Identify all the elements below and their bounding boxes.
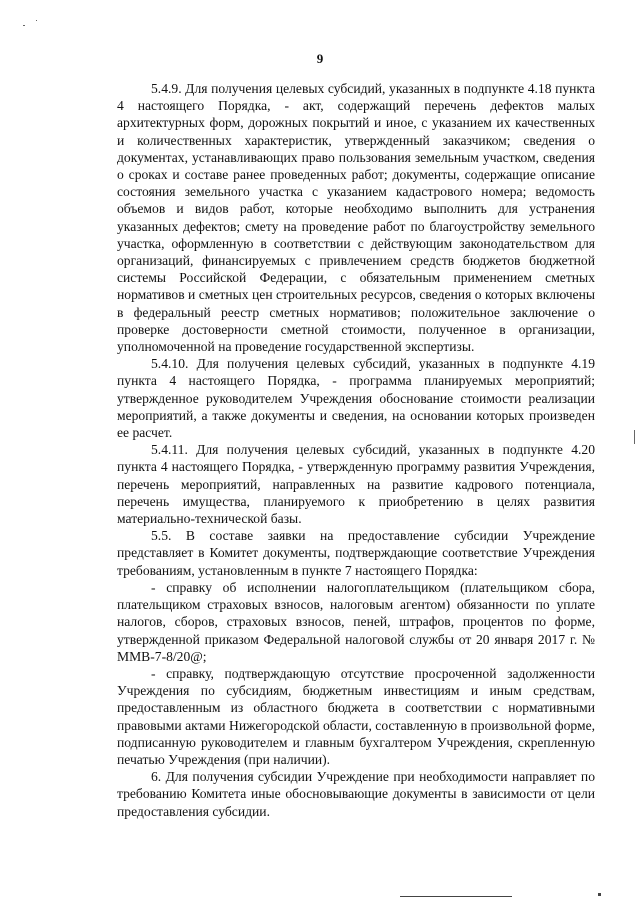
scan-artifact bbox=[36, 20, 37, 21]
paragraph-5-4-9: 5.4.9. Для получения целевых субсидий, указанных в подпункте 4.18 пункта 4 настоящего Порядка, - акт, содержащий перечень дефектов малых архитектурных форм, дорожных покрытий и иное, с указанием их качественных и количественных характеристик, утвержденный заказчиком; сведения о документах, устанавливающих право пользования земельным участком, сведения о сроках и составе ранее проведенных работ; документы, содержащие описание состояния земельного участка с указанием кадастрового номера; ведомость объемов и видов работ, которые необходимо выполнить для устранения указанных дефектов; смету на проведение работ по благоустройству земельного участка, оформленную в соответствии с действующим законодательством для организаций, финансируемых с привлечением средств бюджетов бюджетной системы Российской Федерации, с обязательным применением сметных нормативов и сметных цен строительных ресурсов, сведения о которых включены в федеральный реестр сметных нормативов; положительное заключение о проверке достоверности сметной стоимости, полученное в организации, уполномоченной на проведение государственной экспертизы. bbox=[117, 81, 595, 355]
paragraph-tax-certificate: - справку об исполнении налогоплательщиком (плательщиком сбора, плательщиком страховых взносов, налоговым агентом) обязанности по уплате налогов, сборов, страховых взносов, пеней, штрафов, процентов по форме, утвержденной приказом Федеральной налоговой службы от 20 января 2017 г. № ММВ-7-8/20@; bbox=[117, 579, 595, 664]
page-number: 9 bbox=[316, 51, 324, 66]
footer-line bbox=[400, 896, 512, 897]
paragraph-5-4-11: 5.4.11. Для получения целевых субсидий, указанных в подпункте 4.20 пункта 4 настоящего Порядка, - утвержденную программу развития Учреждения, перечень мероприятий, направленных на развитие кадрового потенциала, перечень имущества, планируемого к приобретению в целях развития материально-технической базы. bbox=[117, 442, 595, 527]
paragraph-debt-certificate: - справку, подтверждающую отсутствие просроченной задолженности Учреждения по субсидиям, бюджетным инвестициям и иным средствам, предоставленным из областного бюджета в соответствии с нормативными правовыми актами Нижегородской области, составленную в произвольной форме, подписанную руководителем и главным бухгалтером Учреждения, скрепленную печатью Учреждения (при наличии). bbox=[117, 665, 595, 767]
scan-artifact bbox=[598, 893, 601, 896]
paragraph-5-4-10: 5.4.10. Для получения целевых субсидий, указанных в подпункте 4.19 пункта 4 настоящего Порядка, - программа планируемых мероприятий; утвержденное руководителем Учреждения обоснование стоимости реализации мероприятий, а также документы и сведения, на основании которых произведен ее расчет. bbox=[117, 356, 595, 441]
document-body bbox=[117, 80, 595, 820]
paragraph-6: 6. Для получения субсидии Учреждение при необходимости направляет по требованию Комитета иные обосновывающие документы в зависимости от цели предоставления субсидии. bbox=[117, 769, 595, 819]
paragraph-5-5: 5.5. В составе заявки на предоставление субсидии Учреждение представляет в Комитет документы, подтверждающие соответствие Учреждения требованиям, установленным в пункте 7 настоящего Порядка: bbox=[117, 528, 595, 578]
scan-artifact bbox=[23, 25, 25, 26]
scan-artifact bbox=[634, 430, 635, 444]
